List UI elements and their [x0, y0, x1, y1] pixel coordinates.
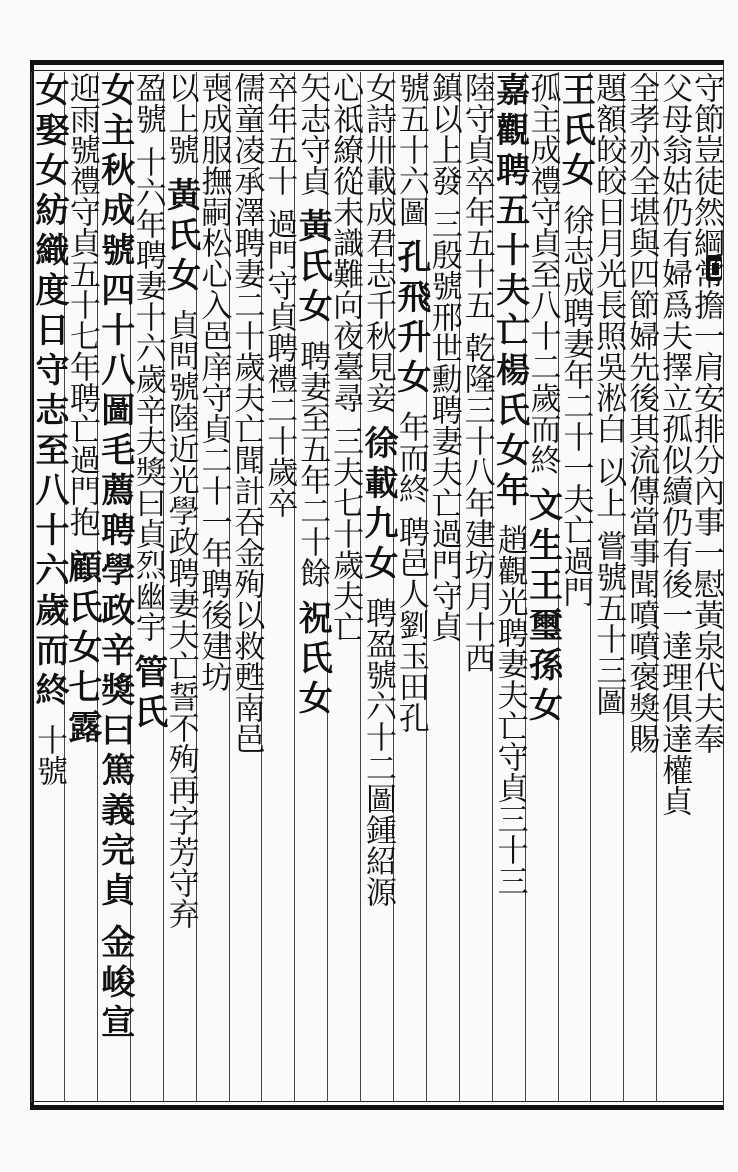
- column-text: 過門守貞聘禮二十歲卒: [261, 208, 298, 518]
- column-text: 心祗繚從未識難向夜臺尋: [327, 72, 364, 413]
- column-text: 全孝亦全堪與四節婦先後其流傳當事聞噴噴褒獎賜: [623, 72, 660, 754]
- column-text: 喪成服撫嗣松心入邑庠守貞二十一年聘後建坊: [195, 72, 232, 692]
- column-text: 十六年聘妻十六歲辛夫獎曰貞烈幽宇: [129, 146, 166, 642]
- column-text: 聘妻至五年二十餘: [294, 340, 331, 588]
- column-text: 趙觀光聘妻夫亡守貞三十三: [491, 524, 528, 896]
- column-text: 三夫七十歲夫亡: [327, 425, 364, 642]
- column-text: 孤主成禮守貞至八十二歲而終: [524, 72, 561, 475]
- text-column: [425, 72, 462, 1102]
- column-text: 儒童凌承澤聘妻二十歲夫亡聞計吞金殉以救甦南邑: [228, 72, 265, 754]
- column-text: 黃氏女: [292, 208, 333, 328]
- text-column: [228, 72, 265, 1102]
- column-text: 孔飛升女: [390, 239, 431, 399]
- column-text: 矢志守貞: [294, 72, 331, 196]
- text-column: [623, 72, 660, 1102]
- column-text: 嘗號五十三圖: [590, 530, 627, 716]
- column-text: 盈號: [129, 72, 166, 134]
- column-text: 王氏女: [555, 72, 596, 192]
- text-column: [656, 72, 693, 1102]
- column-text: 聘盈號六十二圖鍾紹源: [359, 597, 396, 907]
- text-column: [261, 72, 298, 1102]
- column-text: 顧氏女七露: [61, 549, 102, 749]
- column-text: 女主秋成號四十八圖毛薦聘學政辛獎曰篤義完貞: [94, 72, 135, 912]
- column-text: 女詩卅載成君志千秋見妾: [359, 72, 396, 413]
- column-text: 徐志成聘妻年二十一夫亡過門: [557, 204, 594, 607]
- column-text: 黃氏女: [160, 177, 201, 297]
- column-text: 女娶女紡織度日守志至八十六歲而終: [28, 72, 69, 712]
- text-column: [292, 72, 333, 1102]
- column-text: 號五十六圖: [392, 72, 429, 227]
- text-column: [357, 72, 398, 1102]
- column-text: 年而終: [392, 411, 429, 504]
- column-text: 文生王璽孫女: [522, 487, 563, 727]
- text-column: [390, 72, 431, 1102]
- column-text: 乾隆三十八年建坊月十西: [458, 332, 495, 673]
- column-text: 鎮以上發: [425, 72, 462, 196]
- column-text: 管氏: [127, 654, 168, 734]
- column-text: 嘉觀聘五十夫亡楊氏女年: [489, 72, 530, 512]
- column-text: 徐載九女: [357, 425, 398, 585]
- column-text: 守節豈徒然綱常擔一肩安排分內事一慰黃泉代夫奉: [687, 72, 724, 754]
- column-text: 貞問號陸近光學政聘妻夫亡誓不殉再字芳守弃: [162, 309, 199, 929]
- column-text: 聘邑人劉玉田孔: [392, 516, 429, 733]
- text-column: [489, 72, 530, 1102]
- column-text: 題額皎皎日月光長照吳淞白: [590, 72, 627, 444]
- column-text: 三殷號邢世勳聘妻夫亡過門守貞: [425, 208, 462, 642]
- text-column: [458, 72, 495, 1102]
- column-text: 父母翁姑仍有婦爲夫擇立孤似續仍有後一達理俱達權貞: [656, 72, 693, 816]
- column-text: 迎雨號禮守貞五十七年聘亡過門抱: [63, 72, 100, 537]
- text-column: [160, 72, 201, 1102]
- text-column: [689, 72, 722, 1102]
- column-text: 金峻宣: [94, 924, 135, 1044]
- column-text: 陸守貞卒年五十五: [458, 72, 495, 320]
- text-column: [327, 72, 364, 1102]
- column-text: 卒年五十: [261, 72, 298, 196]
- column-text: 以上號: [162, 72, 199, 165]
- column-text: 十號: [30, 724, 67, 786]
- text-column: [555, 72, 596, 1102]
- text-column: [28, 72, 69, 1102]
- text-column: [590, 72, 627, 1102]
- column-text: 以上: [590, 456, 627, 518]
- column-text: 祝氏女: [292, 600, 333, 720]
